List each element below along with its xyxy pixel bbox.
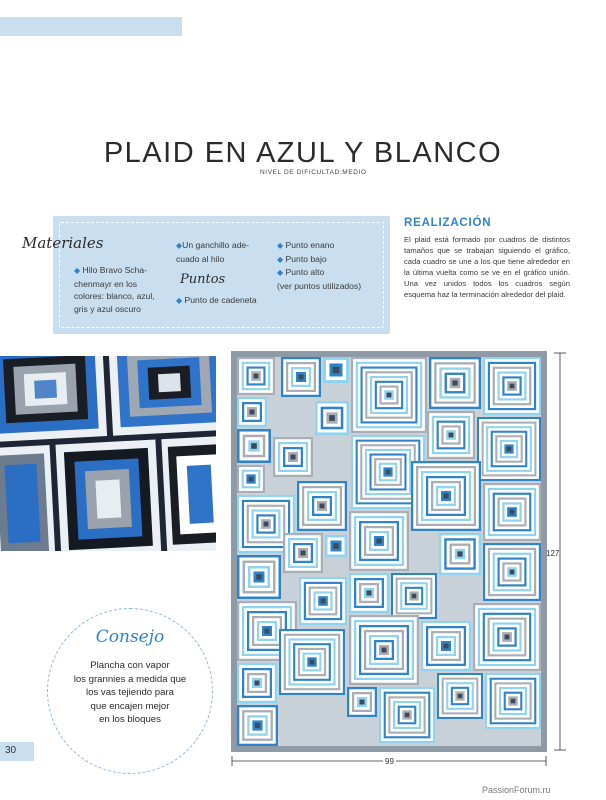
width-label: 99 <box>385 757 394 766</box>
diamond-bullet-icon: ◆ <box>277 254 284 264</box>
realizacion-text: El plaid está formado por cuadros de distintos tamaños que se trabajan siguiendo el gráfico, cada cuadro se une a los que tiene alrededor en la última vuelta como se ve en el gráfico unión. Una vez unidos todos los cuadros según esquema haz la terminación alrededor del plaid. <box>404 235 570 299</box>
granny-square <box>382 648 387 653</box>
granny-square <box>301 551 306 556</box>
consejo-tip <box>47 608 213 774</box>
granny-square <box>254 374 259 379</box>
list-item: ◆ Punto alto <box>277 267 325 278</box>
materials-col-3 <box>277 239 361 292</box>
list-item: chenmayr en los <box>74 278 138 289</box>
list-item: ◆ Punto enano <box>277 240 335 250</box>
materials-col-1 <box>74 264 155 315</box>
granny-square <box>458 694 463 699</box>
page-number: 30 <box>5 745 17 756</box>
materials-col-2 <box>176 239 249 265</box>
granny-square <box>386 470 391 475</box>
granny-square <box>310 660 315 665</box>
granny-square <box>249 477 254 482</box>
page-title: PLAID EN AZUL Y BLANCO <box>103 137 503 169</box>
plaid-layout-diagram <box>231 351 547 752</box>
granny-square <box>505 635 510 640</box>
granny-square <box>321 599 326 604</box>
granny-square <box>444 494 449 499</box>
consejo-heading: Consejo <box>95 627 165 647</box>
granny-square <box>255 723 260 728</box>
granny-square <box>251 443 257 449</box>
granny-square <box>510 510 515 515</box>
granny-square <box>265 629 270 634</box>
diamond-bullet-icon: ◆ <box>74 266 81 275</box>
granny-square <box>457 551 462 556</box>
watermark: PassionForum.ru <box>482 785 551 795</box>
diamond-bullet-icon: ◆ <box>176 296 183 305</box>
granny-square <box>360 700 365 705</box>
granny-square <box>387 393 392 398</box>
granny-square <box>405 713 410 718</box>
materials-heading: Materiales <box>22 234 104 252</box>
materials-col-2b <box>176 294 257 308</box>
list-item: gris y azul oscuro <box>74 303 141 314</box>
granny-square <box>250 410 255 415</box>
granny-square <box>510 384 515 389</box>
granny-square <box>377 539 382 544</box>
list-item: ◆ Hilo Bravo Scha- <box>74 265 148 275</box>
granny-square <box>510 570 515 575</box>
granny-square <box>264 522 269 527</box>
granny-square <box>449 433 454 438</box>
points-heading: Puntos <box>180 272 226 287</box>
granny-square <box>299 375 304 380</box>
diamond-bullet-icon: ◆ <box>176 241 183 250</box>
list-item: cuado al hilo <box>176 253 225 264</box>
granny-square <box>412 594 417 599</box>
granny-square <box>291 455 296 460</box>
granny-square <box>333 367 340 374</box>
granny-square <box>255 681 260 686</box>
plaid-diagram-svg <box>231 351 547 752</box>
diamond-bullet-icon: ◆ <box>277 268 284 278</box>
realizacion-heading: REALIZACIÓN <box>404 217 492 229</box>
blanket-photo-illustration <box>0 356 216 551</box>
diamond-bullet-icon: ◆ <box>277 241 284 250</box>
granny-square <box>320 504 325 509</box>
granny-square <box>367 591 372 596</box>
list-item: ◆ Punto de cadeneta <box>176 295 257 305</box>
granny-square <box>511 699 516 704</box>
blanket-photo <box>0 356 216 551</box>
list-item: colores: blanco, azul, <box>74 291 155 302</box>
height-label: 127 <box>546 549 560 558</box>
granny-square <box>452 380 457 385</box>
list-item: (ver puntos utilizados) <box>277 280 362 291</box>
granny-square <box>329 415 335 421</box>
granny-square <box>256 574 262 580</box>
consejo-text: Plancha con vapor los grannies a medida que los vas tejiendo para que encajen mejor en los bloques <box>73 660 187 726</box>
difficulty-label: NIVEL DE DIFICULTAD:MEDIO <box>260 169 367 176</box>
granny-square <box>507 447 512 452</box>
header-bar <box>0 17 182 36</box>
list-item: ◆ Punto bajo <box>277 253 327 264</box>
list-item: ◆Un ganchillo ade- <box>176 240 250 250</box>
granny-square <box>333 543 339 549</box>
granny-square <box>444 644 449 649</box>
